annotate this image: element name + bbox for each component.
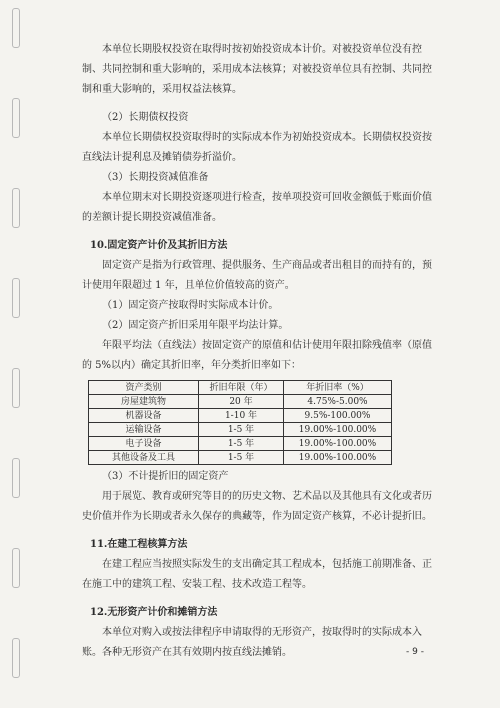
table-row: [89, 423, 392, 437]
fixed-asset-definition: 固定资产是指为行政管理、提供服务、生产商品或者出租目的而持有的，预计使用年限超过 1 年，且单位价值较高的资产。: [82, 260, 432, 291]
table-header-row: [89, 381, 392, 395]
straight-line-paragraph: 年限平均法（直线法）按固定资产的原值和估计使用年限扣除残值率（原值的 5%以内）确定其折旧率，年分类折旧率如下：: [82, 340, 432, 371]
table-cell: 1-10 年: [199, 409, 284, 423]
bond-investment-heading: （2）长期债权投资: [102, 112, 189, 123]
impairment-heading: （3）长期投资减值准备: [102, 172, 209, 183]
section-10-heading: 10.固定资产计价及其折旧方法: [90, 240, 228, 251]
table-cell: 运输设备: [89, 423, 199, 437]
table-cell: 其他设备及工具: [89, 451, 199, 465]
binding-hole: [12, 278, 20, 318]
binding-hole: [12, 188, 20, 228]
fixed-asset-depreciation-method: （2）固定资产折旧采用年限平均法计算。: [102, 320, 289, 331]
table-cell: 4.75%-5.00%: [284, 395, 392, 409]
header-depreciation-rate: 年折旧率（%）: [284, 381, 392, 395]
table-cell: 电子设备: [89, 437, 199, 451]
impairment-paragraph: 本单位期末对长期投资逐项进行检查，按单项投资可回收金额低于账面价值的差额计提长期投资减值准备。: [82, 192, 432, 223]
non-depreciable-heading: （3）不计提折旧的固定资产: [102, 471, 229, 482]
page-number: - 9 -: [406, 647, 424, 657]
intangible-paragraph: 本单位对购入或按法律程序申请取得的无形资产，按取得时的实际成本入账。各种无形资产在其有效期内按直线法摊销。: [82, 627, 422, 658]
binding-hole: [12, 458, 20, 498]
table-cell: 19.00%-100.00%: [284, 423, 392, 437]
fixed-asset-valuation: （1）固定资产按取得时实际成本计价。: [102, 300, 279, 311]
section-12-heading: 12.无形资产计价和摊销方法: [90, 607, 218, 618]
bond-investment-paragraph: 本单位长期债权投资取得时的实际成本作为初始投资成本。长期债权投资按直线法计提利息及摊销债券折溢价。: [82, 132, 432, 163]
binding-hole: [12, 8, 20, 48]
header-asset-category: 资产类别: [89, 381, 199, 395]
equity-investment-paragraph: 本单位长期股权投资在取得时按初始投资成本计价。对被投资单位没有控制、共同控制和重大影响的，采用成本法核算；对被投资单位具有控制、共同控制和重大影响的，采用权益法核算。: [82, 44, 432, 95]
section-11-heading: 11.在建工程核算方法: [90, 539, 188, 550]
table-cell: 机器设备: [89, 409, 199, 423]
table-row: [89, 451, 392, 465]
table-row: [89, 409, 392, 423]
binding-hole: [12, 98, 20, 138]
non-depreciable-paragraph: 用于展览、教育或研究等目的的历史文物、艺术品以及其他具有文化或者历史价值并作为长期或者永久保存的典藏等，作为固定资产核算，不必计提折旧。: [82, 491, 432, 522]
table-cell: 19.00%-100.00%: [284, 451, 392, 465]
depreciation-table: [88, 380, 392, 465]
table-row: [89, 437, 392, 451]
table-cell: 房屋建筑物: [89, 395, 199, 409]
table-cell: 9.5%-100.00%: [284, 409, 392, 423]
binding-hole: [12, 548, 20, 588]
binding-hole: [12, 638, 20, 678]
table-cell: 19.00%-100.00%: [284, 437, 392, 451]
table-cell: 1-5 年: [199, 423, 284, 437]
table-row: [89, 395, 392, 409]
table-cell: 1-5 年: [199, 437, 284, 451]
table-cell: 20 年: [199, 395, 284, 409]
document-body: [82, 40, 438, 663]
header-depreciation-years: 折旧年限（年）: [199, 381, 284, 395]
binding-hole: [12, 368, 20, 408]
construction-paragraph: 在建工程应当按照实际发生的支出确定其工程成本，包括施工前期准备、正在施工中的建筑工程、安装工程、技术改造工程等。: [82, 559, 432, 590]
table-cell: 1-5 年: [199, 451, 284, 465]
binding-margin: [0, 0, 30, 708]
